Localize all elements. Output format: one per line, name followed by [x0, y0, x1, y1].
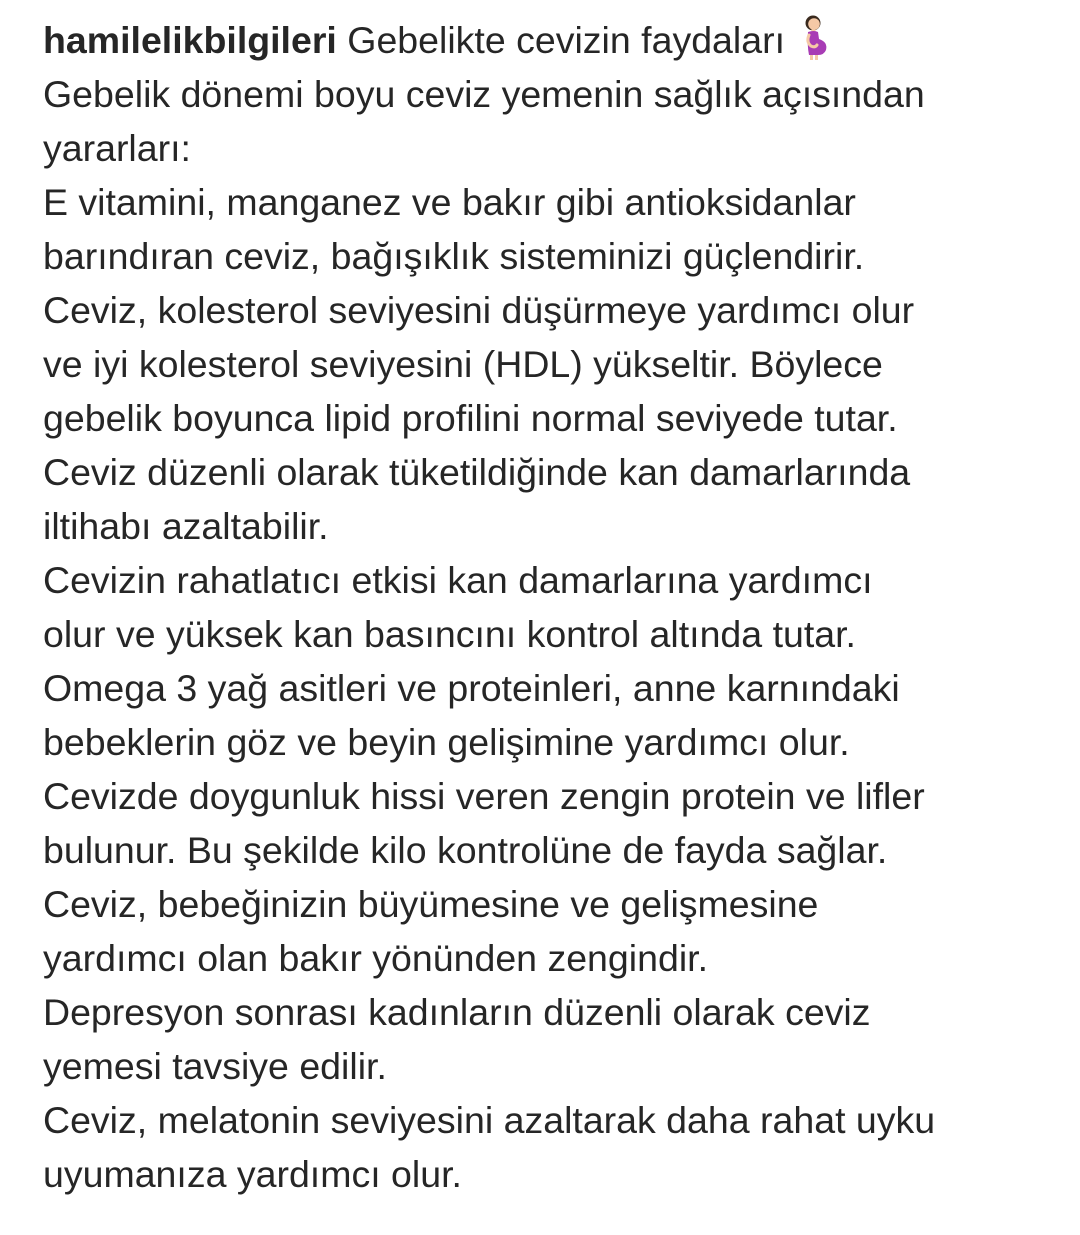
caption-line: gebelik boyunca lipid profilini normal seviyede tutar.: [43, 397, 898, 439]
pregnant-woman-emoji-icon: [797, 15, 831, 61]
caption-line: bebeklerin göz ve beyin gelişimine yardımcı olur.: [43, 721, 850, 763]
caption-line: Ceviz, bebeğinizin büyümesine ve gelişmesine: [43, 883, 819, 925]
caption-line: barındıran ceviz, bağışıklık sisteminizi güçlendirir.: [43, 235, 865, 277]
caption-line: yardımcı olan bakır yönünden zengindir.: [43, 937, 708, 979]
caption-line: Cevizde doygunluk hissi veren zengin protein ve lifler: [43, 775, 925, 817]
caption-line: yararları:: [43, 127, 191, 169]
caption-line: uyumanıza yardımcı olur.: [43, 1153, 462, 1195]
caption-line: iltihabı azaltabilir.: [43, 505, 329, 547]
caption-line: Omega 3 yağ asitleri ve proteinleri, anne karnındaki: [43, 667, 900, 709]
caption-line: Ceviz düzenli olarak tüketildiğinde kan damarlarında: [43, 451, 911, 493]
caption-line: ve iyi kolesterol seviyesini (HDL) yükseltir. Böylece: [43, 343, 883, 385]
caption-title: Gebelikte cevizin faydaları: [347, 19, 785, 61]
caption-line: Gebelik dönemi boyu ceviz yemenin sağlık açısından: [43, 73, 925, 115]
caption-line: E vitamini, manganez ve bakır gibi antioksidanlar: [43, 181, 856, 223]
caption-line: bulunur. Bu şekilde kilo kontrolüne de fayda sağlar.: [43, 829, 888, 871]
caption-line: yemesi tavsiye edilir.: [43, 1045, 387, 1087]
caption-line: Depresyon sonrası kadınların düzenli olarak ceviz: [43, 991, 871, 1033]
caption-header: [43, 13, 1053, 67]
caption-line: olur ve yüksek kan basıncını kontrol altında tutar.: [43, 613, 856, 655]
caption-line: Ceviz, melatonin seviyesini azaltarak daha rahat uyku: [43, 1099, 936, 1141]
caption-line: Cevizin rahatlatıcı etkisi kan damarlarına yardımcı: [43, 559, 873, 601]
username-link[interactable]: hamilelikbilgileri: [43, 19, 337, 61]
caption-line: Ceviz, kolesterol seviyesini düşürmeye yardımcı olur: [43, 289, 915, 331]
post-caption: [43, 13, 1053, 1201]
